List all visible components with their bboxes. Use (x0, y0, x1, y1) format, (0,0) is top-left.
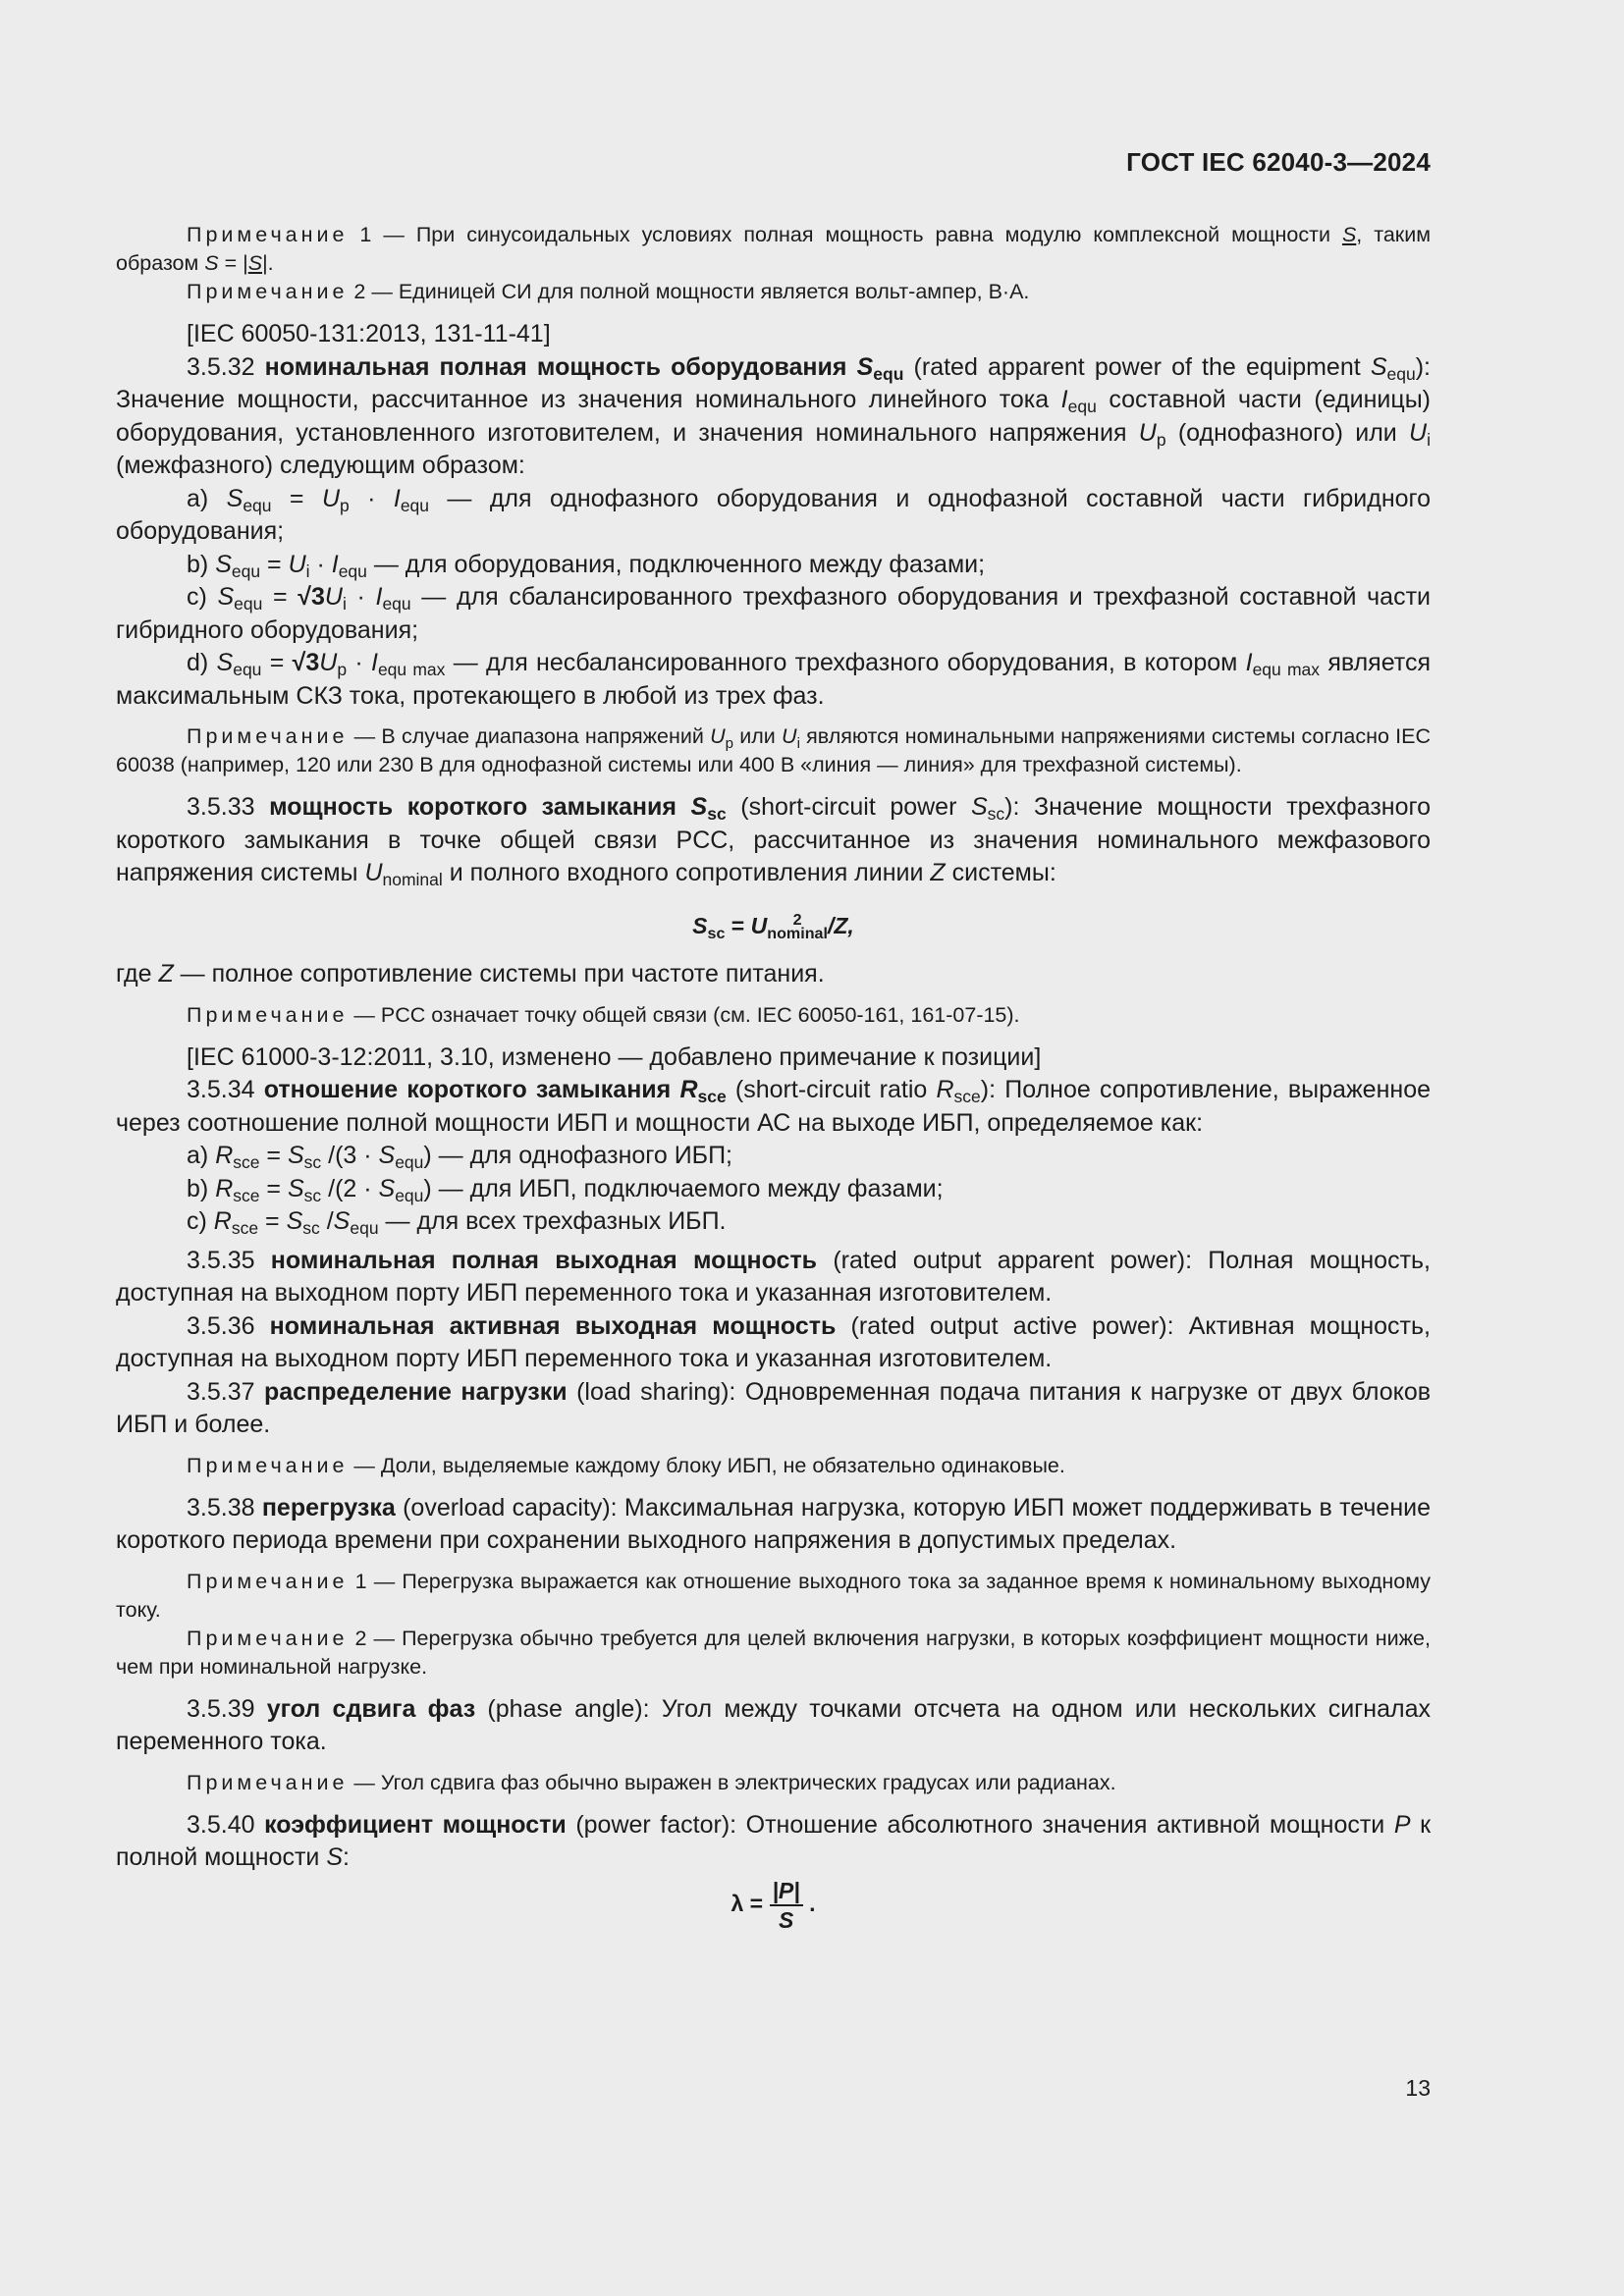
section-3-5-35: 3.5.35 номинальная полная выходная мощность (rated output apparent power): Полная мощность, доступная на выходном порту ИБП переменного тока и указанная изготовителем. (116, 1246, 1432, 1307)
note-3-5-39: Примечание — Угол сдвига фаз обычно выражен в электрических градусах или радианах. (187, 1770, 1116, 1794)
page-content (116, 221, 1431, 1949)
note-3-5-38-2: Примечание 2 — Перегрузка обычно требуется для целей включения нагрузки, в которых коэффициент мощности ниже, чем при номинальной нагрузке. (116, 1626, 1431, 1679)
list-item-a: a) $S_{equ} = U_p \cdot I_{equ}$ — для однофазного оборудования и однофазной составной части гибридного оборудования; (116, 484, 1432, 545)
document-header: ГОСТ IEC 62040-3—2024 (1126, 147, 1431, 177)
note-label: Примечание (187, 1569, 349, 1593)
fraction: $\frac{|P|}{S}$ (770, 1877, 803, 1934)
where-clause: где Z — полное сопротивление системы при частоте питания. (116, 960, 825, 988)
list-item-a: a) $R_{sce} = S_{sc}$ $/(3 \cdot S_{equ})$ — для однофазного ИБП; (187, 1142, 733, 1172)
list-item-b: b) $R_{sce} = S_{sc}$ $/(2 \cdot S_{equ})$ — для ИБП, подключаемого между фазами; (187, 1174, 944, 1205)
section-3-5-39: 3.5.39 угол сдвига фаз (phase angle): Угол между точками отсчета на одном или нескольких сигналах переменного тока. (116, 1694, 1432, 1755)
formula-ssc: $S_{sc} = U$ 2 nominal /Z, (692, 911, 854, 943)
term: номинальная полная выходная мощность (270, 1246, 818, 1274)
note-1: Примечание 1 — При синусоидальных условиях полная мощность равна модулю комплексной мощности S, таким образом S = |S|. (116, 223, 1431, 275)
formula-power-factor: λ = $\frac{|P|}{S}$ . (731, 1877, 816, 1933)
note-label: Примечание (187, 724, 349, 748)
term: коэффициент мощности (264, 1810, 567, 1839)
term: номинальная полная мощность оборудования (264, 352, 857, 381)
term: распределение нагрузки (263, 1377, 568, 1406)
term: угол сдвига фаз (266, 1694, 476, 1723)
list-item-d: d) $S_{equ} = √3U_p \cdot I_{equ max}$ — для несбалансированного трехфазного оборудования, в котором $I_{equ max}$ является максимальным СКЗ тока, протекающего в любой из трех фаз. (116, 649, 1431, 710)
sqrt-symbol: √3 (292, 649, 320, 676)
note-3-5-32: Примечание — В случае диапазона напряжений $U_p$ или $U_i$ являются номинальными напряжениями системы согласно IEC 60038 (например, 120 или 230 В для однофазной системы или 400 В «линия — линия» для трехфазной системы). (116, 724, 1432, 776)
term: номинальная активная выходная мощность (269, 1311, 837, 1340)
note-label: Примечание (187, 1626, 349, 1650)
note-3-5-37: Примечание — Доли, выделяемые каждому блоку ИБП, не обязательно одинаковые. (187, 1453, 1065, 1477)
section-3-5-36: 3.5.36 номинальная активная выходная мощность (rated output active power): Активная мощность, доступная на выходном порту ИБП переменного тока и указанная изготовителем. (116, 1311, 1431, 1372)
section-3-5-34: 3.5.34 отношение короткого замыкания $R_{sce}$ (short-circuit ratio $R_{sce}$): Полное сопротивление, выраженное через соотношение полной мощности ИБП и мощности АС на выходе ИБП, определяемое как: (116, 1076, 1432, 1137)
section-3-5-32: 3.5.32 номинальная полная мощность оборудования $S_{equ}$ (rated apparent power of the equipment $S_{equ}$): Значение мощности, рассчитанное из значения номинального линейного тока $I_{equ}$ составной части (единицы) оборудования, установленного изготовителем, и значения номинального напряжения $U_p$ (однофазного) или $U_i$ (межфазного) следующим образом: (116, 352, 1431, 479)
section-3-5-40: 3.5.40 коэффициент мощности (power factor): Отношение абсолютного значения активной мощности P к полной мощности S: (116, 1810, 1432, 1871)
term: отношение короткого замыкания (263, 1076, 680, 1103)
note-label: Примечание (187, 280, 349, 303)
section-3-5-38: 3.5.38 перегрузка (overload capacity): Максимальная нагрузка, которую ИБП может поддерживать в течение короткого периода времени при сохранении выходного напряжения в допустимых пределах. (116, 1493, 1431, 1554)
page-number: 13 (1405, 2075, 1431, 2101)
note-3-5-33: Примечание — PCC означает точку общей связи (см. IEC 60050-161, 161-07-15). (187, 1002, 1020, 1027)
list-item-b: b) $S_{equ} = U_i \cdot I_{equ}$ — для оборудования, подключенного между фазами; (187, 550, 986, 581)
sqrt-symbol: √3 (298, 583, 325, 611)
term: перегрузка (261, 1493, 396, 1522)
list-item-c: c) $R_{sce} = S_{sc}$ $/S_{equ}$ — для всех трехфазных ИБП. (187, 1207, 727, 1238)
section-3-5-33: 3.5.33 мощность короткого замыкания $S_{sc}$ (short-circuit power $S_{sc}$): Значение мощности трехфазного короткого замыкания в точке общей связи PCC, рассчитанное из значения номинального межфазового напряжения системы $U_{nominal}$ и полного входного сопротивления линии Z системы: (116, 793, 1431, 889)
note-2: Примечание 2 — Единицей СИ для полной мощности является вольт-ампер, В·А. (187, 280, 1030, 303)
reference-2: [IEC 61000-3-12:2011, 3.10, изменено — добавлено примечание к позиции] (187, 1042, 1042, 1071)
term: мощность короткого замыкания (269, 793, 691, 821)
note-label: Примечание (187, 1770, 349, 1794)
note-3-5-38-1: Примечание 1 — Перегрузка выражается как отношение выходного тока за заданное время к номинальному выходному току. (116, 1569, 1431, 1622)
note-label: Примечание (187, 223, 349, 246)
note-label: Примечание (187, 1002, 349, 1027)
list-item-c: c) $S_{equ} = √3U_i \cdot I_{equ}$ — для сбалансированного трехфазного оборудования и трехфазной составной части гибридного оборудования; (116, 583, 1431, 644)
section-3-5-37: 3.5.37 распределение нагрузки (load sharing): Одновременная подача питания к нагрузке от двух блоков ИБП и более. (116, 1377, 1432, 1438)
reference-1: [IEC 60050-131:2013, 131-11-41] (187, 320, 551, 347)
note-label: Примечание (187, 1453, 349, 1477)
